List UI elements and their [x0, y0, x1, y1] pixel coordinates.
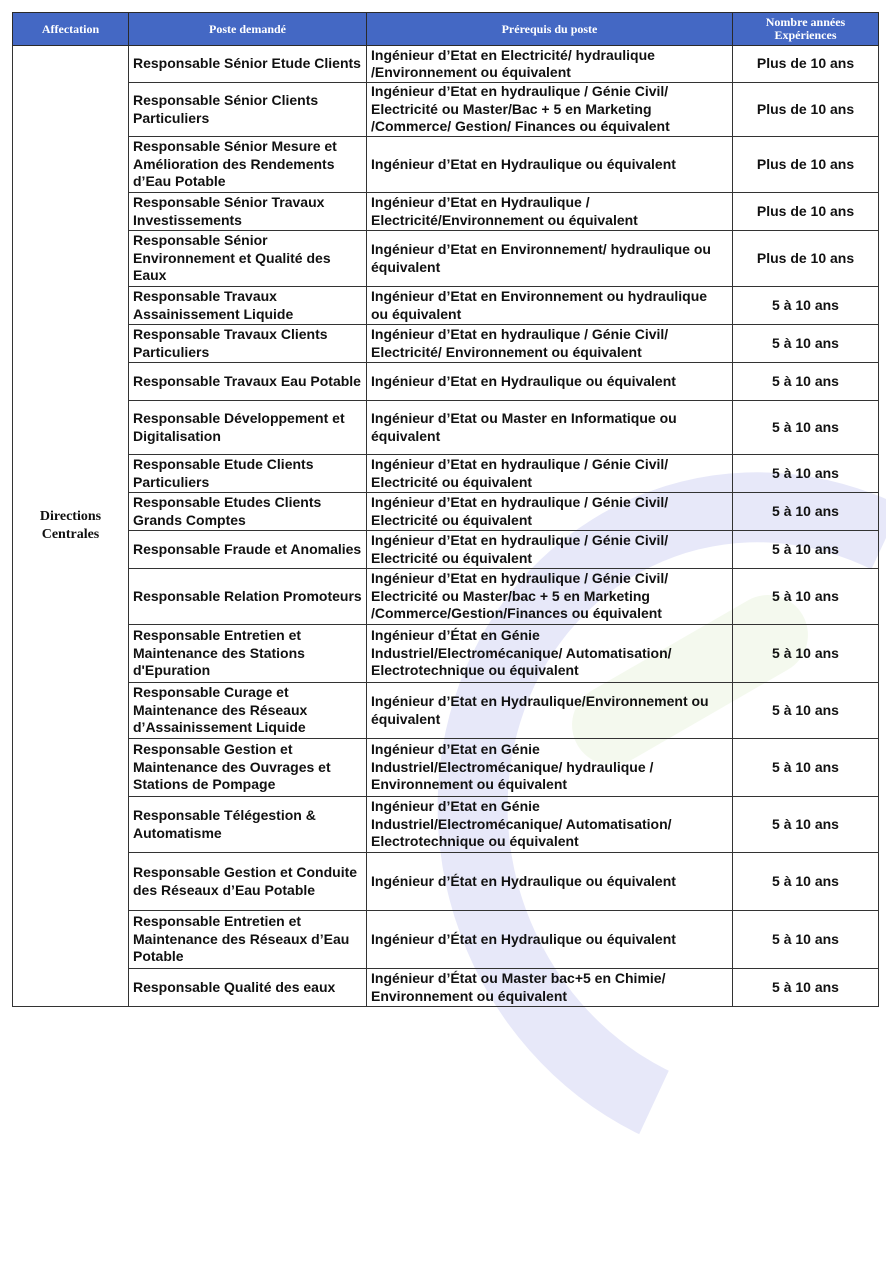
table-row [13, 493, 879, 531]
poste-cell: Responsable Développement et Digitalisation [129, 401, 367, 455]
header-prerequis: Prérequis du poste [367, 13, 733, 46]
poste-cell: Responsable Curage et Maintenance des Réseaux d’Assainissement Liquide [129, 683, 367, 739]
experience-cell: 5 à 10 ans [733, 569, 879, 625]
prerequis-cell: Ingénieur d’Etat en hydraulique / Génie Civil/ Electricité ou équivalent [367, 531, 733, 569]
poste-cell: Responsable Travaux Eau Potable [129, 363, 367, 401]
experience-cell: 5 à 10 ans [733, 531, 879, 569]
poste-cell: Responsable Sénior Mesure et Amélioration des Rendements d’Eau Potable [129, 137, 367, 193]
experience-cell: 5 à 10 ans [733, 969, 879, 1007]
prerequis-cell: Ingénieur d’Etat en Hydraulique / Electricité/Environnement ou équivalent [367, 193, 733, 231]
affectation-cell: Directions Centrales [13, 46, 129, 1007]
experience-cell: 5 à 10 ans [733, 797, 879, 853]
table-row [13, 193, 879, 231]
header-experience: Nombre années Expériences [733, 13, 879, 46]
table-row [13, 853, 879, 911]
table-row [13, 969, 879, 1007]
experience-cell: 5 à 10 ans [733, 325, 879, 363]
experience-cell: 5 à 10 ans [733, 493, 879, 531]
prerequis-cell: Ingénieur d’Etat en Hydraulique ou équivalent [367, 137, 733, 193]
header-affectation: Affectation [13, 13, 129, 46]
prerequis-cell: Ingénieur d’Etat en hydraulique / Génie Civil/ Electricité ou Master/bac + 5 en Marketing /Commerce/Gestion/Finances ou équivalent [367, 569, 733, 625]
table-row [13, 137, 879, 193]
experience-cell: Plus de 10 ans [733, 193, 879, 231]
table-row [13, 531, 879, 569]
table-row [13, 46, 879, 83]
prerequis-cell: Ingénieur d’État ou Master bac+5 en Chimie/ Environnement ou équivalent [367, 969, 733, 1007]
table-row [13, 625, 879, 683]
poste-cell: Responsable Sénior Etude Clients [129, 46, 367, 83]
prerequis-cell: Ingénieur d’Etat en Environnement/ hydraulique ou équivalent [367, 231, 733, 287]
table-row [13, 325, 879, 363]
experience-cell: 5 à 10 ans [733, 287, 879, 325]
table-body [13, 46, 879, 1007]
poste-cell: Responsable Travaux Assainissement Liquide [129, 287, 367, 325]
experience-cell: Plus de 10 ans [733, 137, 879, 193]
poste-cell: Responsable Entretien et Maintenance des Réseaux d’Eau Potable [129, 911, 367, 969]
poste-cell: Responsable Travaux Clients Particuliers [129, 325, 367, 363]
prerequis-cell: Ingénieur d’Etat en hydraulique / Génie Civil/ Electricité/ Environnement ou équivalent [367, 325, 733, 363]
header-poste: Poste demandé [129, 13, 367, 46]
job-requirements-table [12, 12, 879, 1007]
experience-cell: 5 à 10 ans [733, 739, 879, 797]
table-row [13, 911, 879, 969]
experience-cell: 5 à 10 ans [733, 853, 879, 911]
prerequis-cell: Ingénieur d’Etat en Génie Industriel/Electromécanique/ hydraulique / Environnement ou équivalent [367, 739, 733, 797]
poste-cell: Responsable Gestion et Maintenance des Ouvrages et Stations de Pompage [129, 739, 367, 797]
poste-cell: Responsable Sénior Travaux Investissements [129, 193, 367, 231]
experience-cell: 5 à 10 ans [733, 683, 879, 739]
prerequis-cell: Ingénieur d’État en Génie Industriel/Electromécanique/ Automatisation/ Electrotechnique ou équivalent [367, 625, 733, 683]
header-row [13, 13, 879, 46]
table-row [13, 739, 879, 797]
poste-cell: Responsable Gestion et Conduite des Réseaux d’Eau Potable [129, 853, 367, 911]
prerequis-cell: Ingénieur d’Etat en hydraulique / Génie Civil/ Electricité ou équivalent [367, 493, 733, 531]
poste-cell: Responsable Fraude et Anomalies [129, 531, 367, 569]
prerequis-cell: Ingénieur d’Etat en Electricité/ hydraulique /Environnement ou équivalent [367, 46, 733, 83]
table-row [13, 455, 879, 493]
poste-cell: Responsable Qualité des eaux [129, 969, 367, 1007]
prerequis-cell: Ingénieur d’Etat en hydraulique / Génie Civil/ Electricité ou équivalent [367, 455, 733, 493]
poste-cell: Responsable Entretien et Maintenance des Stations d'Epuration [129, 625, 367, 683]
experience-cell: Plus de 10 ans [733, 46, 879, 83]
poste-cell: Responsable Etudes Clients Grands Comptes [129, 493, 367, 531]
experience-cell: 5 à 10 ans [733, 625, 879, 683]
experience-cell: 5 à 10 ans [733, 363, 879, 401]
table-row [13, 683, 879, 739]
experience-cell: Plus de 10 ans [733, 83, 879, 137]
prerequis-cell: Ingénieur d’Etat en Environnement ou hydraulique ou équivalent [367, 287, 733, 325]
table-row [13, 401, 879, 455]
poste-cell: Responsable Etude Clients Particuliers [129, 455, 367, 493]
prerequis-cell: Ingénieur d’État en Hydraulique ou équivalent [367, 853, 733, 911]
experience-cell: Plus de 10 ans [733, 231, 879, 287]
table-row [13, 569, 879, 625]
experience-cell: 5 à 10 ans [733, 401, 879, 455]
table-row [13, 363, 879, 401]
experience-cell: 5 à 10 ans [733, 455, 879, 493]
prerequis-cell: Ingénieur d’Etat en hydraulique / Génie Civil/ Electricité ou Master/Bac + 5 en Marketing /Commerce/ Gestion/ Finances ou équivalent [367, 83, 733, 137]
experience-cell: 5 à 10 ans [733, 911, 879, 969]
poste-cell: Responsable Télégestion & Automatisme [129, 797, 367, 853]
prerequis-cell: Ingénieur d’Etat ou Master en Informatique ou équivalent [367, 401, 733, 455]
poste-cell: Responsable Sénior Clients Particuliers [129, 83, 367, 137]
table-row [13, 287, 879, 325]
table-row [13, 797, 879, 853]
poste-cell: Responsable Sénior Environnement et Qualité des Eaux [129, 231, 367, 287]
prerequis-cell: Ingénieur d’Etat en Hydraulique/Environnement ou équivalent [367, 683, 733, 739]
table-row [13, 83, 879, 137]
table-row [13, 231, 879, 287]
poste-cell: Responsable Relation Promoteurs [129, 569, 367, 625]
prerequis-cell: Ingénieur d’Etat en Génie Industriel/Electromécanique/ Automatisation/ Electrotechnique ou équivalent [367, 797, 733, 853]
prerequis-cell: Ingénieur d’État en Hydraulique ou équivalent [367, 911, 733, 969]
prerequis-cell: Ingénieur d’Etat en Hydraulique ou équivalent [367, 363, 733, 401]
